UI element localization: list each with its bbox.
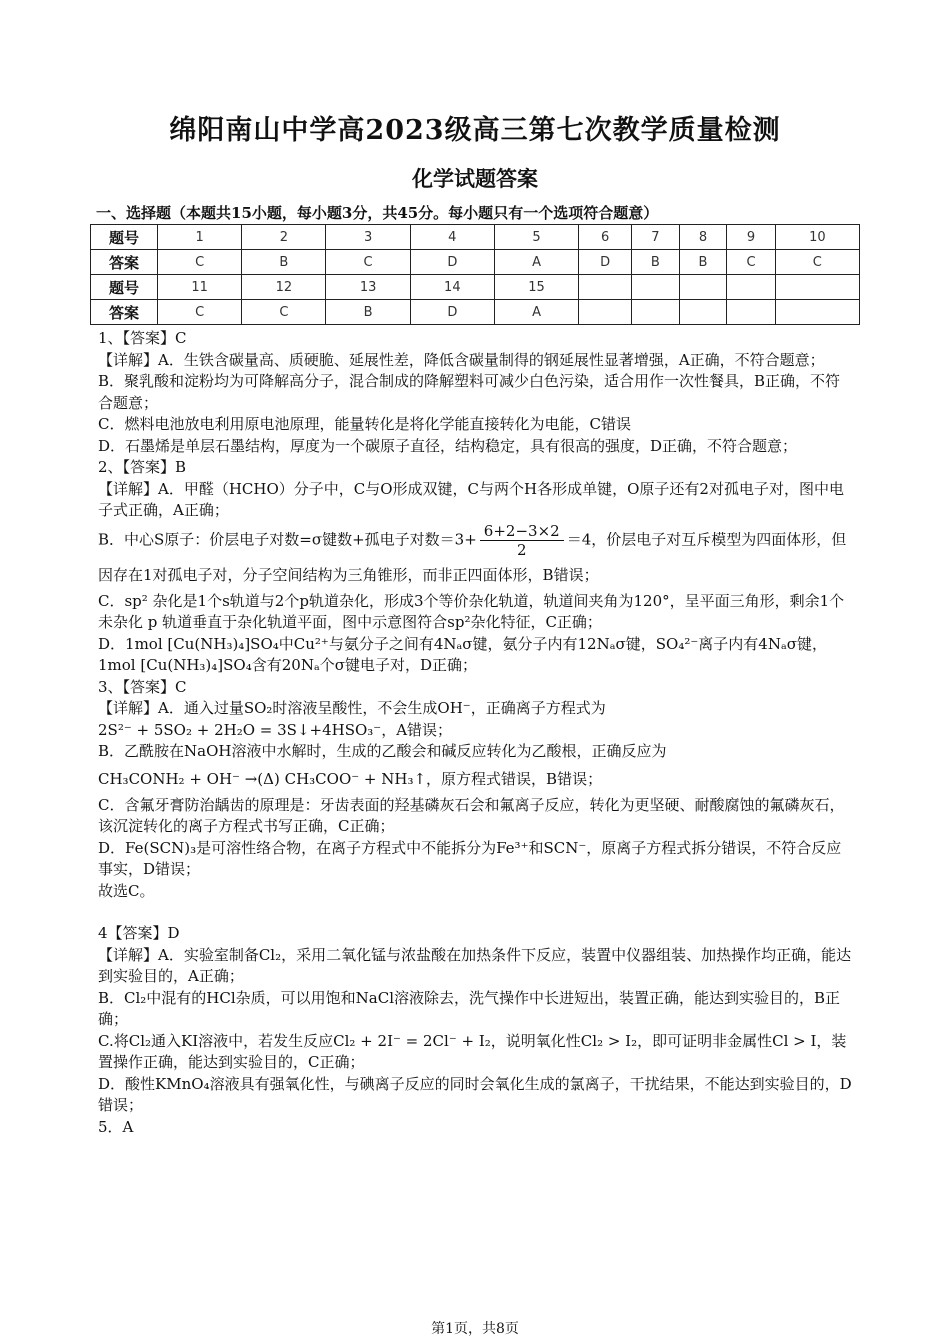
answer-cell: B (326, 300, 410, 325)
answer-cell: C (775, 250, 859, 275)
answer-cell (775, 300, 859, 325)
answer-cell: C (242, 300, 326, 325)
explanation-line: B．Cl₂中混有的HCl杂质，可以用饱和NaCl溶液除去，洗气操作中长进短出，装置正确，能达到实验目的，B正确； (98, 988, 841, 1028)
explanation-line: 【详解】A．通入过量SO₂时溶液呈酸性，不会生成OH⁻，正确离子方程式为 (98, 699, 606, 717)
answer-cell (579, 300, 632, 325)
explanation-line (98, 522, 853, 591)
table-header-cell: 答案 (91, 300, 158, 325)
explanation-text: B．中心S原子：价层电子对数=σ键数+孤电子对数＝3+ (98, 530, 477, 548)
answer-cell: B (679, 250, 727, 275)
question-number (679, 275, 727, 300)
explanation-text: ＝4，价层电子对互斥模型为四面体形，但因存在1对孤电子对，分子空间结构为三角锥形，而非正四面体形，B错误； (98, 530, 847, 584)
explanation-line: D．酸性KMnO₄溶液具有强氧化性，与碘离子反应的同时会氧化生成的氯离子，干扰结果，不能达到实验目的，D错误； (98, 1074, 852, 1114)
answer-cell (632, 300, 680, 325)
explanation-line: D．1mol [Cu(NH₃)₄]SO₄中Cu²⁺与氨分子之间有4Nₐσ键，氨分子内有12Nₐσ键，SO₄²⁻离子内有4Nₐσ键， (98, 634, 827, 653)
table-row (91, 250, 860, 275)
question-heading: 5．A (98, 1117, 134, 1136)
question-number: 14 (410, 275, 494, 300)
question-number (727, 275, 775, 300)
explanation-line: B．聚乳酸和淀粉均为可降解高分子，混合制成的降解塑料可减少白色污染，适合用作一次性餐具，B正确，不符合题意； (98, 372, 841, 412)
equation-line: CH₃CONH₂ + OH⁻ →(Δ) CH₃COO⁻ + NH₃↑，原方程式错误，B错误； (98, 769, 603, 788)
document-subtitle: 化学试题答案 (412, 166, 538, 191)
answer-explanations (98, 328, 853, 1138)
table-row (91, 275, 860, 300)
question-number: 3 (326, 225, 410, 250)
question-number: 11 (158, 275, 242, 300)
answer-cell: A (494, 300, 578, 325)
question-number: 6 (579, 225, 632, 250)
explanation-line: D．石墨烯是单层石墨结构，厚度为一个碳原子直径，结构稳定，具有很高的强度，D正确，不符合题意； (98, 436, 798, 455)
question-number: 10 (775, 225, 859, 250)
table-header-cell: 题号 (91, 275, 158, 300)
answer-table (90, 224, 860, 325)
question-number: 13 (326, 275, 410, 300)
answer-cell: A (494, 250, 578, 275)
question-number: 7 (632, 225, 680, 250)
answer-cell: D (410, 250, 494, 275)
equation-line: 2S²⁻ + 5SO₂ + 2H₂O = 3S↓+4HSO₃⁻，A错误； (98, 720, 453, 739)
explanation-line: 【详解】A．甲醛（HCHO）分子中，C与O形成双键，C与两个H各形成单键，O原子还有2对孤电子对，图中电子式正确，A正确； (98, 479, 844, 519)
explanation-line: C．燃料电池放电利用原电池原理，能量转化是将化学能直接转化为电能，C错误 (98, 415, 631, 433)
question-number (579, 275, 632, 300)
page-footer: 第1页，共8页 (431, 1321, 519, 1337)
question-heading: 1、【答案】C (98, 329, 187, 347)
answer-cell: C (326, 250, 410, 275)
question-number (632, 275, 680, 300)
explanation-line: 【详解】A．实验室制备Cl₂，采用二氧化锰与浓盐酸在加热条件下反应，装置中仪器组装、加热操作均正确，能达到实验目的，A正确； (98, 945, 852, 985)
question-heading: 3、【答案】C (98, 677, 187, 696)
explanation-line: D．Fe(SCN)₃是可溶性络合物，在离子方程式中不能拆分为Fe³⁺和SCN⁻，原离子方程式拆分错误，不符合反应事实，D错误； (98, 838, 842, 878)
conclusion-line: 故选C。 (98, 881, 155, 900)
fraction (480, 522, 564, 559)
table-row (91, 225, 860, 250)
answer-cell: C (727, 250, 775, 275)
fraction-numerator: 6+2−3×2 (480, 522, 564, 541)
question-number: 15 (494, 275, 578, 300)
question-number: 2 (242, 225, 326, 250)
answer-cell: D (410, 300, 494, 325)
answer-cell: B (242, 250, 326, 275)
explanation-line: 【详解】A．生铁含碳量高、质硬脆、延展性差，降低含碳量制得的钢延展性显著增强，A正确，不符合题意； (98, 350, 825, 369)
explanation-line: C．sp² 杂化是1个s轨道与2个p轨道杂化，形成3个等价杂化轨道，轨道间夹角为120°，呈平面三角形，剩余1个未杂化 p 轨道垂直于杂化轨道平面，图中示意图符合sp²杂化特征，C正确； (98, 591, 845, 631)
answer-cell (679, 300, 727, 325)
table-row (91, 300, 860, 325)
explanation-line: C．含氟牙膏防治龋齿的原理是：牙齿表面的羟基磷灰石会和氟离子反应，转化为更坚硬、耐酸腐蚀的氟磷灰石，该沉淀转化的离子方程式书写正确，C正确； (98, 795, 845, 835)
fraction-denominator: 2 (516, 540, 527, 559)
question-number: 1 (158, 225, 242, 250)
table-header-cell: 题号 (91, 225, 158, 250)
question-number: 9 (727, 225, 775, 250)
explanation-line: 1mol [Cu(NH₃)₄]SO₄含有20Nₐ个σ键电子对，D正确； (98, 656, 477, 674)
question-number: 4 (410, 225, 494, 250)
question-number: 12 (242, 275, 326, 300)
section-heading: 一、选择题（本题共15小题，每小题3分，共45分。每小题只有一个选项符合题意） (96, 204, 659, 222)
question-number (775, 275, 859, 300)
question-number: 5 (494, 225, 578, 250)
question-number: 8 (679, 225, 727, 250)
answer-cell: C (158, 300, 242, 325)
answer-cell: C (158, 250, 242, 275)
question-heading: 4【答案】D (98, 924, 180, 942)
document-title: 绵阳南山中学高2023级高三第七次教学质量检测 (169, 115, 781, 146)
explanation-line: B．乙酰胺在NaOH溶液中水解时，生成的乙酸会和碱反应转化为乙酸根，正确反应为 (98, 742, 667, 760)
explanation-line: C.将Cl₂通入KI溶液中，若发生反应Cl₂ + 2I⁻ = 2Cl⁻ + I₂，说明氧化性Cl₂ > I₂，即可证明非金属性Cl > I，装置操作正确，能达到实验目的，C正确； (98, 1031, 847, 1071)
answer-cell: B (632, 250, 680, 275)
answer-cell (727, 300, 775, 325)
question-heading: 2、【答案】B (98, 458, 187, 476)
answer-cell: D (579, 250, 632, 275)
table-header-cell: 答案 (91, 250, 158, 275)
